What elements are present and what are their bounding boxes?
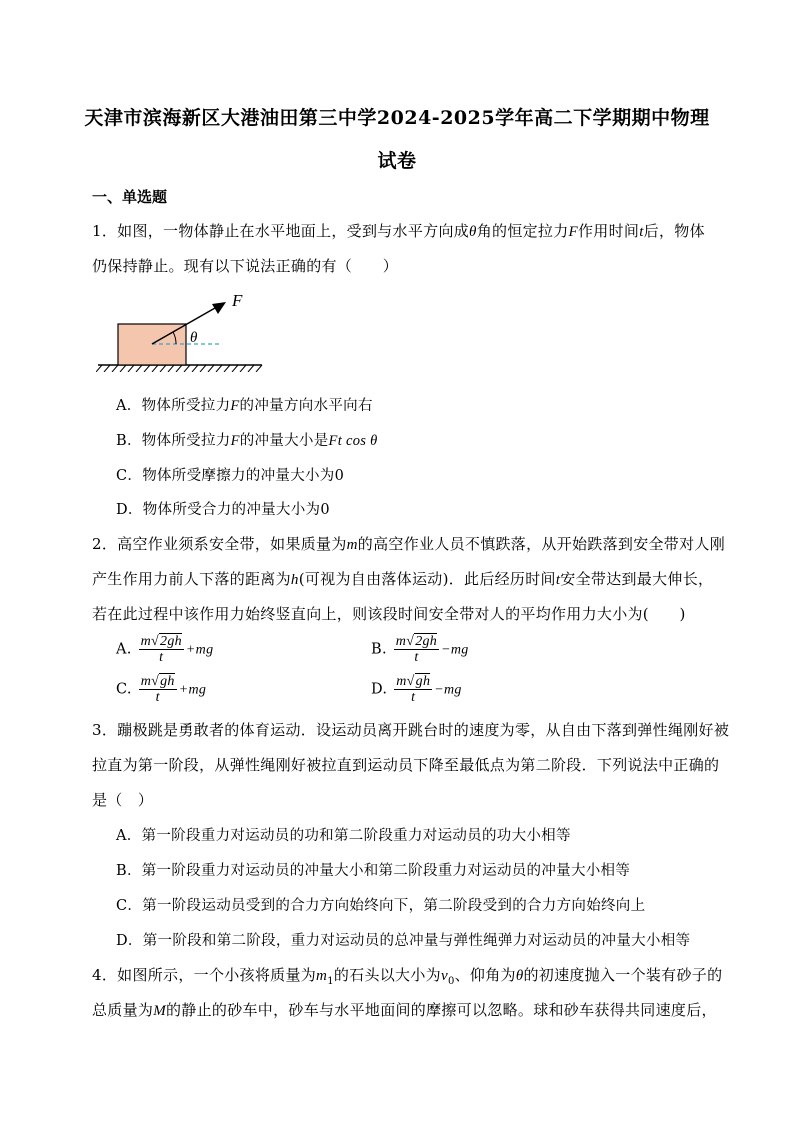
q3-option-d[interactable]: D．第一阶段和第二阶段，重力对运动员的总冲量与弹性绳弹力对运动员的冲量大小相等 bbox=[116, 933, 691, 949]
q2-b-fraction: $\frac{m√2gh}{t}$ bbox=[395, 634, 438, 665]
q2-option-b[interactable]: B. $\frac{m√2gh}{t}$ −mg bbox=[371, 634, 469, 665]
q2-c-fraction: $\frac{m√gh}{t}$ bbox=[140, 674, 175, 705]
q2-stem-line1: 2．高空作业须系安全带，如果质量为m的高空作业人员不慎跌落，从开始跌落到安全带对人刚 bbox=[92, 535, 725, 553]
q2-option-d[interactable]: D. $\frac{m√gh}{t}$ −mg bbox=[371, 674, 462, 705]
ground-hatch bbox=[96, 365, 262, 372]
q1-option-a[interactable]: A．物体所受拉力F的冲量方向水平向右 bbox=[116, 398, 373, 414]
exam-title-line1: 天津市滨海新区大港油田第三中学2024-2025学年高二下学期期中物理 bbox=[84, 107, 710, 129]
q1-stem-line2: 仍保持静止。现有以下说法正确的有（ ） bbox=[92, 257, 399, 275]
q1-option-d[interactable]: D．物体所受合力的冲量大小为0 bbox=[116, 502, 330, 518]
q4-stem-line2: 总质量为M的静止的砂车中，砂车与水平地面间的摩擦可以忽略。球和砂车获得共同速度后， bbox=[92, 1001, 717, 1019]
q1-figure bbox=[96, 290, 266, 372]
q3-option-b[interactable]: B．第一阶段重力对运动员的冲量大小和第二阶段重力对运动员的冲量大小相等 bbox=[116, 863, 631, 879]
exam-title-line2: 试卷 bbox=[377, 150, 417, 172]
section-heading: 一、单选题 bbox=[92, 188, 168, 206]
q1-stem-line1: 1．如图，一物体静止在水平地面上，受到与水平方向成θ角的恒定拉力F作用时间t后，物体 bbox=[92, 222, 705, 240]
q2-option-c[interactable]: C. $\frac{m√gh}{t}$ +mg bbox=[116, 674, 207, 705]
q4-stem-line1: 4．如图所示，一个小孩将质量为$m_1$的石头以大小为$v_0$、仰角为θ的初速度抛入一个装有砂子的 bbox=[92, 966, 723, 987]
q3-stem-line2: 拉直为第一阶段，从弹性绳刚好被拉直到运动员下降至最低点为第二阶段．下列说法中正确的 bbox=[92, 756, 720, 774]
q2-a-fraction: $\frac{m√2gh}{t}$ bbox=[140, 634, 182, 665]
q1-option-c[interactable]: C．物体所受摩擦力的冲量大小为0 bbox=[116, 468, 345, 484]
q3-option-a[interactable]: A．第一阶段重力对运动员的功和第二阶段重力对运动员的功大小相等 bbox=[116, 828, 571, 844]
q1-option-b[interactable]: B．物体所受拉力F的冲量大小是Ft cos θ bbox=[116, 433, 378, 449]
q2-stem-line2: 产生作用力前人下落的距离为h(可视为自由落体运动)．此后经历时间t安全带达到最大伸长， bbox=[92, 570, 714, 588]
q3-stem-line3: 是（ ） bbox=[92, 791, 154, 809]
q2-d-fraction: $\frac{m√gh}{t}$ bbox=[396, 674, 431, 705]
q2-option-a[interactable]: A. $\frac{m√2gh}{t}$ +mg bbox=[116, 634, 214, 665]
fig-label-theta: θ bbox=[190, 330, 198, 346]
q3-stem-line1: 3．蹦极跳是勇敢者的体育运动．设运动员离开跳台时的速度为零，从自由下落到弹性绳刚好被 bbox=[92, 721, 730, 739]
q2-stem-line3: 若在此过程中该作用力始终竖直向上，则该段时间安全带对人的平均作用力大小为( ) bbox=[92, 605, 686, 623]
q3-option-c[interactable]: C．第一阶段运动员受到的合力方向始终向下，第二阶段受到的合力方向始终向上 bbox=[116, 898, 646, 914]
fig-label-F: F bbox=[232, 291, 243, 310]
